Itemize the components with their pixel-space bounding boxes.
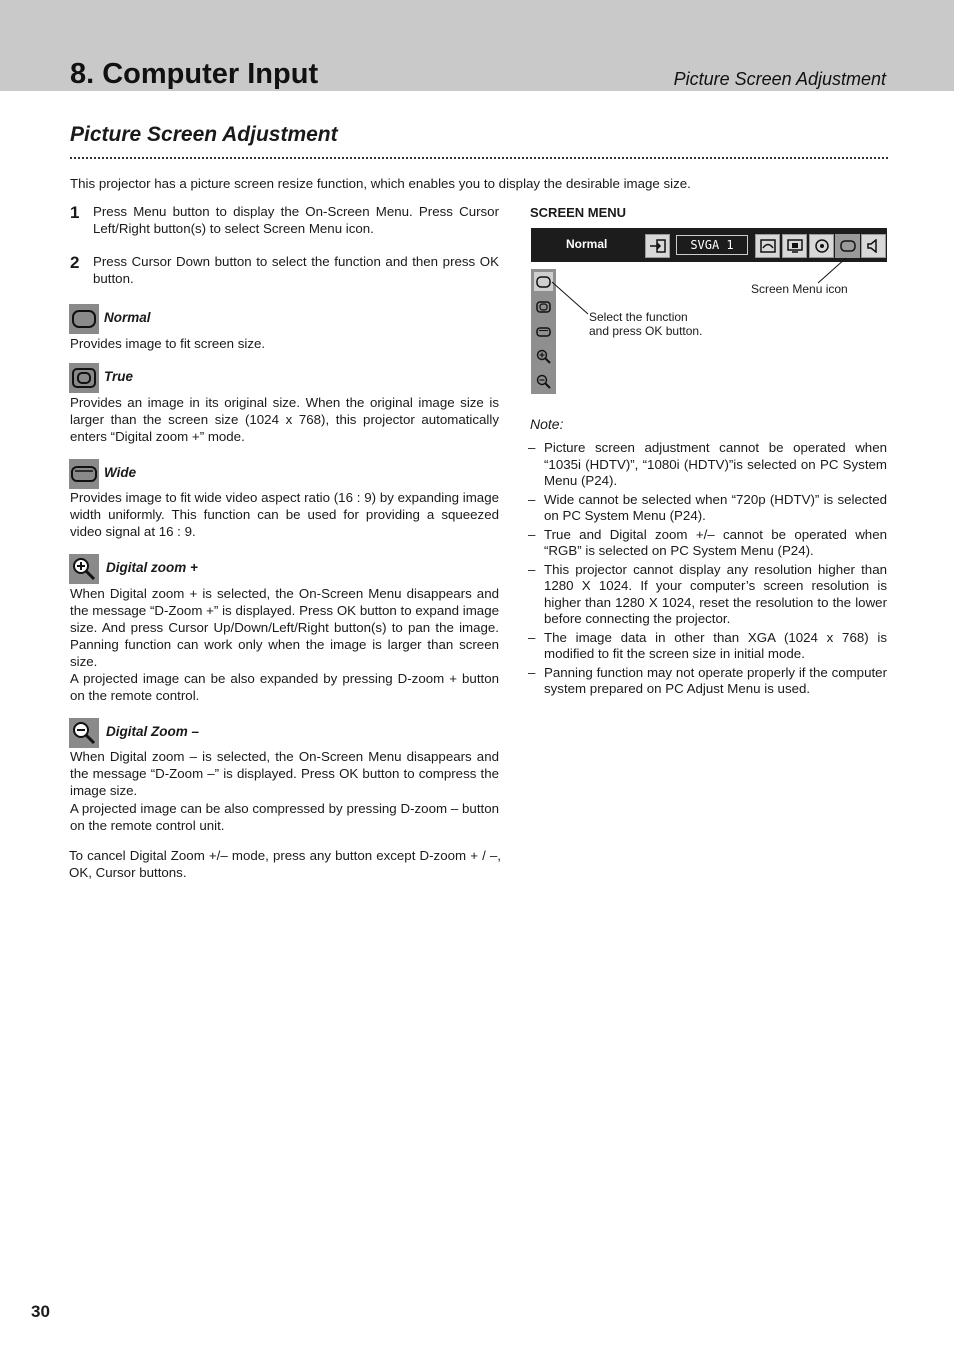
normal-text: Provides image to fit screen size. [70, 336, 266, 351]
normal-heading: Normal [104, 310, 151, 325]
cancel-text: To cancel Digital Zoom +/– mode, press any button except D-zoom + / –, OK, Cursor buttons. [69, 848, 501, 880]
step-number-2: 2 [70, 253, 80, 272]
page-number: 30 [31, 1302, 50, 1321]
note-item: – This projector cannot display any resolution higher than 1280 X 1024. If your computer’s screen resolution is higher than 1280 X 1024, reset the resolution to the lower before connecting the projector. [528, 561, 887, 626]
zoom-plus-heading: Digital zoom + [106, 560, 198, 575]
true-text: Provides an image in its original size. When the original image size is larger than the screen size (1024 x 768), this projector automatically enters “Digital zoom +” mode. [70, 395, 499, 444]
header-subtitle: Picture Screen Adjustment [673, 69, 886, 89]
zoom-minus-text: When Digital zoom – is selected, the On-Screen Menu disappears and the message “D-Zoom –” is displayed. Press OK button to compress the image size. [70, 749, 499, 798]
zoom-plus-text: When Digital zoom + is selected, the On-Screen Menu disappears and the message “D-Zoom +” is displayed. Press OK button to expand image size. And press Cursor Up/Down/Left/Right button(s) to pan the image. Panning function can work only when the image is larger than screen size. [70, 586, 499, 669]
note-list [528, 440, 887, 700]
screen-menu-title: SCREEN MENU [530, 205, 627, 220]
osd-source-label: SVGA 1 [676, 235, 748, 255]
screen-menu-callout: Screen Menu icon [751, 282, 848, 296]
note-title: Note: [530, 416, 564, 432]
intro-text: This projector has a picture screen resize function, which enables you to display the desirable image size. [70, 176, 691, 191]
section-title: Picture Screen Adjustment [70, 123, 338, 146]
zoom-plus-remote-text: A projected image can be also expanded by pressing D-zoom + button on the remote control. [70, 671, 499, 703]
step-1-text: Press Menu button to display the On-Screen Menu. Press Cursor Left/Right button(s) to select Screen Menu icon. [93, 204, 500, 236]
zoom-minus-heading: Digital Zoom – [106, 724, 200, 739]
wide-heading: Wide [104, 465, 137, 480]
step-number-1: 1 [70, 203, 80, 222]
true-heading: True [104, 369, 134, 384]
note-item: – Picture screen adjustment cannot be operated when “1035i (HDTV)”, “1080i (HDTV)”is selected on PC System Menu (P24). [528, 440, 887, 488]
osd-mode-label: Normal [566, 237, 608, 251]
step-2-text: Press Cursor Down button to select the function and then press OK button. [93, 254, 499, 286]
note-item: – Wide cannot be selected when “720p (HDTV)” is selected on PC System Menu (P24). [528, 491, 887, 523]
note-item: – Panning function may not operate properly if the computer system prepared on PC Adjust Menu is used. [528, 664, 887, 696]
wide-text: Provides image to fit wide video aspect ratio (16 : 9) by expanding image width uniformly. This function can be used for providing a squeezed video signal at 16 : 9. [70, 490, 499, 539]
note-item: – The image data in other than XGA (1024 x 768) is modified to fit the screen size in initial mode. [528, 629, 887, 661]
note-item: – True and Digital zoom +/– cannot be operated when “RGB” is selected on PC System Menu (P24). [528, 526, 887, 558]
chapter-title: 8. Computer Input [70, 58, 319, 90]
zoom-minus-remote-text: A projected image can be also compressed by pressing D-zoom – button on the remote control unit. [70, 801, 499, 833]
select-function-callout: Select the function and press OK button. [589, 310, 703, 338]
